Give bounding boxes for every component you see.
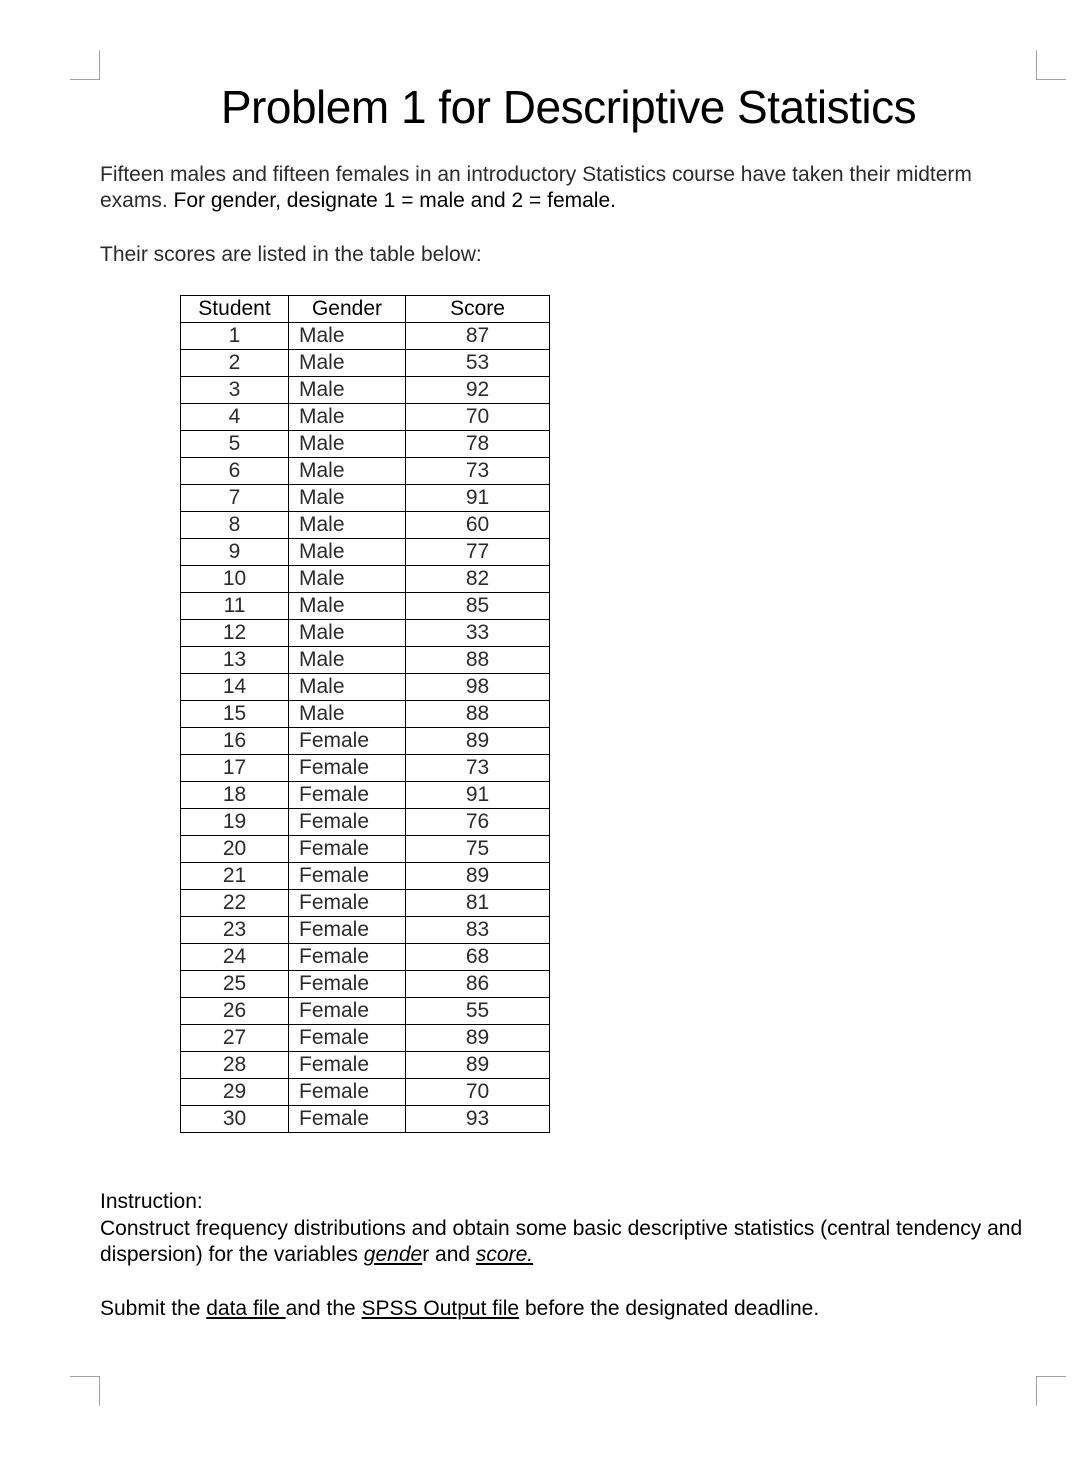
- cell-score: 89: [406, 1052, 550, 1079]
- table-row: [181, 485, 550, 512]
- cell-student: 17: [181, 755, 289, 782]
- cell-score: 53: [406, 350, 550, 377]
- cell-score: 60: [406, 512, 550, 539]
- cell-gender: Female: [289, 1079, 406, 1106]
- cell-score: 70: [406, 404, 550, 431]
- cell-gender: Male: [289, 566, 406, 593]
- cell-student: 14: [181, 674, 289, 701]
- cell-student: 4: [181, 404, 289, 431]
- table-row: [181, 998, 550, 1025]
- cell-gender: Male: [289, 458, 406, 485]
- table-row: [181, 971, 550, 998]
- cell-student: 18: [181, 782, 289, 809]
- table-row: [181, 458, 550, 485]
- cell-gender: Female: [289, 1052, 406, 1079]
- cell-gender: Male: [289, 620, 406, 647]
- cell-score: 87: [406, 323, 550, 350]
- intro-paragraph: [100, 162, 1020, 214]
- cell-score: 91: [406, 485, 550, 512]
- table-header-row: [181, 296, 550, 323]
- table-row: [181, 782, 550, 809]
- table-row: [181, 323, 550, 350]
- cell-gender: Male: [289, 350, 406, 377]
- cell-score: 89: [406, 728, 550, 755]
- page-corner-mark-top-left: [70, 50, 100, 80]
- variable-gender-rest: r: [422, 1243, 430, 1266]
- cell-score: 73: [406, 755, 550, 782]
- table-row: [181, 377, 550, 404]
- cell-gender: Female: [289, 971, 406, 998]
- table-row: [181, 539, 550, 566]
- variable-gender-underlined: gende: [363, 1243, 423, 1266]
- variable-score: score.: [475, 1243, 534, 1266]
- cell-gender: Female: [289, 863, 406, 890]
- cell-student: 5: [181, 431, 289, 458]
- cell-student: 12: [181, 620, 289, 647]
- cell-gender: Male: [289, 431, 406, 458]
- cell-gender: Male: [289, 539, 406, 566]
- cell-gender: Male: [289, 701, 406, 728]
- cell-score: 81: [406, 890, 550, 917]
- cell-gender: Male: [289, 674, 406, 701]
- cell-gender: Female: [289, 1106, 406, 1133]
- cell-student: 24: [181, 944, 289, 971]
- cell-student: 25: [181, 971, 289, 998]
- submit-mid: and the: [285, 1297, 362, 1320]
- cell-student: 21: [181, 863, 289, 890]
- table-row: [181, 863, 550, 890]
- cell-score: 93: [406, 1106, 550, 1133]
- cell-gender: Male: [289, 404, 406, 431]
- cell-gender: Female: [289, 1025, 406, 1052]
- table-row: [181, 728, 550, 755]
- cell-gender: Male: [289, 647, 406, 674]
- cell-student: 20: [181, 836, 289, 863]
- cell-score: 89: [406, 1025, 550, 1052]
- table-row: [181, 809, 550, 836]
- data-file-link[interactable]: data file: [206, 1297, 286, 1320]
- page-title: Problem 1 for Descriptive Statistics: [220, 81, 917, 133]
- instruction-part1: Construct frequency distributions and obtain some basic descriptive statistics (central tendency and dispersion) for the variables: [100, 1217, 1023, 1266]
- cell-student: 19: [181, 809, 289, 836]
- table-row: [181, 917, 550, 944]
- page-corner-mark-bottom-right: [1036, 1376, 1066, 1406]
- instruction-text: [100, 1216, 1030, 1268]
- cell-student: 28: [181, 1052, 289, 1079]
- header-student: Student: [181, 296, 289, 323]
- cell-student: 27: [181, 1025, 289, 1052]
- intro-emphasis: For gender, designate 1 = male and 2 = female.: [173, 189, 616, 212]
- cell-student: 23: [181, 917, 289, 944]
- table-row: [181, 674, 550, 701]
- cell-score: 73: [406, 458, 550, 485]
- cell-score: 82: [406, 566, 550, 593]
- table-row: [181, 944, 550, 971]
- table-row: [181, 1106, 550, 1133]
- table-row: [181, 350, 550, 377]
- cell-score: 83: [406, 917, 550, 944]
- cell-score: 85: [406, 593, 550, 620]
- cell-gender: Male: [289, 323, 406, 350]
- cell-student: 30: [181, 1106, 289, 1133]
- header-score: Score: [406, 296, 550, 323]
- cell-student: 7: [181, 485, 289, 512]
- cell-score: 76: [406, 809, 550, 836]
- table-row: [181, 890, 550, 917]
- cell-score: 33: [406, 620, 550, 647]
- cell-score: 88: [406, 701, 550, 728]
- cell-student: 16: [181, 728, 289, 755]
- cell-gender: Female: [289, 944, 406, 971]
- cell-student: 1: [181, 323, 289, 350]
- table-row: [181, 1079, 550, 1106]
- cell-student: 26: [181, 998, 289, 1025]
- cell-score: 68: [406, 944, 550, 971]
- cell-score: 78: [406, 431, 550, 458]
- cell-score: 88: [406, 647, 550, 674]
- submit-text: [100, 1296, 1020, 1322]
- page-corner-mark-top-right: [1036, 50, 1066, 80]
- cell-student: 10: [181, 566, 289, 593]
- table-row: [181, 431, 550, 458]
- cell-score: 75: [406, 836, 550, 863]
- instruction-and: and: [429, 1243, 476, 1266]
- spss-output-file-link[interactable]: SPSS Output file: [361, 1297, 520, 1320]
- page-corner-mark-bottom-left: [70, 1376, 100, 1406]
- table-row: [181, 1025, 550, 1052]
- instruction-label: Instruction:: [100, 1190, 203, 1213]
- submit-pre: Submit the: [100, 1297, 207, 1320]
- cell-gender: Female: [289, 782, 406, 809]
- cell-score: 91: [406, 782, 550, 809]
- header-gender: Gender: [289, 296, 406, 323]
- table-row: [181, 701, 550, 728]
- cell-score: 55: [406, 998, 550, 1025]
- cell-gender: Female: [289, 728, 406, 755]
- cell-student: 15: [181, 701, 289, 728]
- table-row: [181, 404, 550, 431]
- cell-student: 29: [181, 1079, 289, 1106]
- cell-student: 22: [181, 890, 289, 917]
- submit-post: before the designated deadline.: [519, 1297, 820, 1320]
- cell-student: 2: [181, 350, 289, 377]
- cell-score: 98: [406, 674, 550, 701]
- cell-student: 8: [181, 512, 289, 539]
- table-row: [181, 620, 550, 647]
- cell-gender: Female: [289, 755, 406, 782]
- cell-student: 9: [181, 539, 289, 566]
- cell-score: 92: [406, 377, 550, 404]
- cell-score: 86: [406, 971, 550, 998]
- cell-gender: Female: [289, 998, 406, 1025]
- cell-gender: Male: [289, 512, 406, 539]
- table-row: [181, 647, 550, 674]
- cell-gender: Male: [289, 593, 406, 620]
- table-row: [181, 755, 550, 782]
- cell-score: 77: [406, 539, 550, 566]
- cell-gender: Male: [289, 377, 406, 404]
- cell-gender: Female: [289, 836, 406, 863]
- cell-gender: Male: [289, 485, 406, 512]
- table-row: [181, 566, 550, 593]
- table-row: [181, 836, 550, 863]
- table-row: [181, 1052, 550, 1079]
- table-row: [181, 512, 550, 539]
- cell-gender: Female: [289, 917, 406, 944]
- cell-student: 3: [181, 377, 289, 404]
- table-lead-text: Their scores are listed in the table below:: [100, 243, 482, 266]
- table-row: [181, 593, 550, 620]
- cell-student: 11: [181, 593, 289, 620]
- cell-gender: Female: [289, 809, 406, 836]
- cell-score: 89: [406, 863, 550, 890]
- cell-student: 6: [181, 458, 289, 485]
- cell-score: 70: [406, 1079, 550, 1106]
- scores-table: [180, 295, 550, 1133]
- cell-gender: Female: [289, 890, 406, 917]
- intro-text: Fifteen males and fifteen females in an introductory Statistics course have taken their midterm exams.: [100, 163, 972, 212]
- cell-student: 13: [181, 647, 289, 674]
